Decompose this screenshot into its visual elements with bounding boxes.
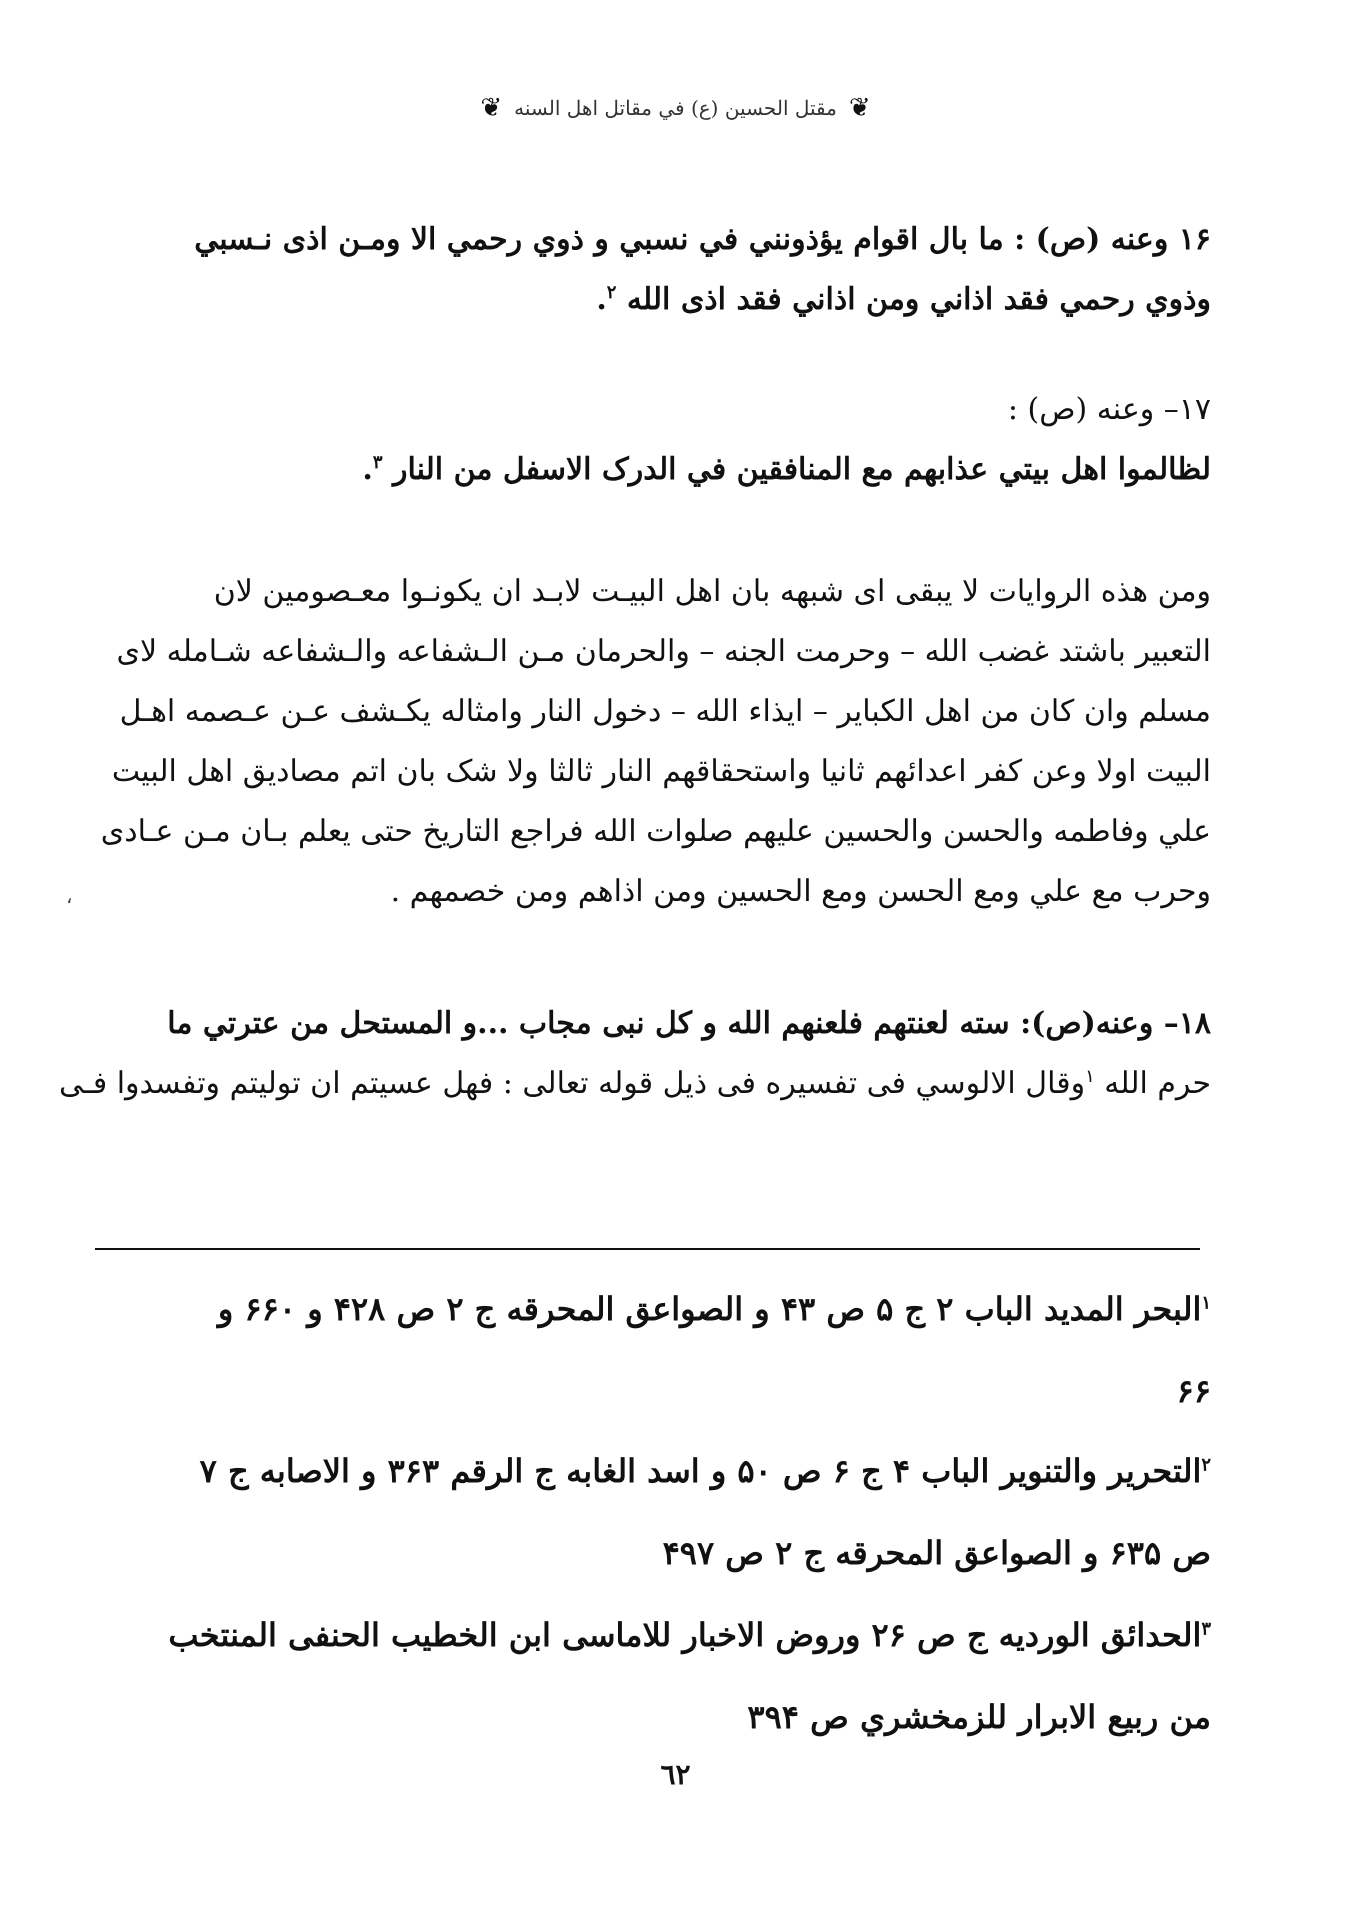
header-title: مقتل الحسين (ع) في مقاتل اهل السنه xyxy=(514,96,837,120)
running-header xyxy=(0,88,1351,128)
footnote-3 xyxy=(168,1594,1211,1758)
footnote-number: ٣ xyxy=(1201,1618,1211,1640)
footnote-2-line-2: ص ۶٣۵ و الصواعق المحرقه ج ٢ ص ۴٩٧ xyxy=(662,1534,1211,1572)
commentary-line-6: وحرب مع علي ومع الحسن ومع الحسين ومن اذاهم ومن خصمهم . xyxy=(390,874,1211,909)
header-ornament-right: ❦ xyxy=(848,93,871,123)
header-ornament-left: ❦ xyxy=(480,93,503,123)
footnote-2 xyxy=(200,1430,1211,1594)
footnote-ref: ٢ xyxy=(606,282,617,303)
footnote-3-line-2: من ربيع الابرار للزمخشري ص ٣٩۴ xyxy=(747,1698,1211,1736)
hadith-16-line-2: وذوي رحمي فقد اذاني ومن اذاني فقد اذى الله $^٢$. xyxy=(596,282,1211,317)
commentary-line-2: التعبير باشتد غضب الله – وحرمت الجنه – والحرمان مـن الـشفاعه والـشفاعه شـامله لاى xyxy=(116,634,1211,669)
footnote-number: ١ xyxy=(1201,1292,1211,1314)
hadith-17-text: لظالموا اهل بيتي عذابهم مع المنافقين في الدرک الاسفل من النار $^٣$. xyxy=(362,452,1211,487)
hadith-17-heading: ١٧– وعنه (ص) : xyxy=(1007,392,1211,427)
footnote-number: ٢ xyxy=(1201,1454,1211,1476)
footnote-divider xyxy=(95,1248,1200,1250)
hadith-17 xyxy=(362,380,1211,500)
commentary-line-5: علي وفاطمه والحسن والحسين عليهم صلوات الله فراجع التاريخ حتى يعلم بـان مـن عـادى xyxy=(100,814,1211,849)
hadith-18 xyxy=(59,994,1211,1114)
footnote-ref: ١ xyxy=(1085,1066,1095,1087)
footnote-3-line-1: $^٣$الحدائق الورديه ج ص ٢۶ وروض الاخبار للاماسى ابن الخطيب الحنفى المنتخب xyxy=(168,1616,1211,1654)
commentary-line-3: مسلم وان كان من اهل الكباير – ايذاء الله – دخول النار وامثاله يكـشف عـن عـصمه اهـل xyxy=(119,694,1211,729)
footnote-1-line-2: ۶۶ xyxy=(1176,1372,1211,1410)
hadith-18-line-2: حرم الله $^١$وقال الالوسي فى تفسيره فى ذيل قوله تعالى : فهل عسيتم ان توليتم وتفسدوا فـى xyxy=(59,1066,1211,1101)
footnote-1-line-1: $^١$البحر المديد الباب ٢ ج ۵ ص ۴٣ و الصواعق المحرقه ج ٢ ص ۴٢٨ و ۶۶٠ و xyxy=(217,1290,1211,1328)
hadith-16-line-1: ١۶ وعنه (ص) : ما بال اقوام يؤذونني في نسبي و ذوي رحمي الا ومـن اذى نـسبي xyxy=(194,222,1211,257)
footnote-ref: ٣ xyxy=(372,452,383,473)
page-number: ٦٢ xyxy=(660,1758,691,1791)
footnote-2-line-1: $^٢$التحرير والتنوير الباب ۴ ج ۶ ص ۵٠ و اسد الغابه ج الرقم ٣۶٣ و الاصابه ج ٧ xyxy=(199,1452,1211,1490)
hadith-16 xyxy=(194,210,1211,330)
commentary-paragraph xyxy=(101,562,1211,922)
stray-mark: ، xyxy=(66,884,73,908)
commentary-line-1: ومن هذه الروايات لا يبقى اى شبهه بان اهل البيـت لابـد ان يكونـوا معـصومين لان xyxy=(213,574,1211,609)
footnote-1 xyxy=(218,1268,1211,1432)
commentary-line-4: البيت اولا وعن كفر اعدائهم ثانيا واستحقاقهم النار ثالثا ولا شک بان اتم مصاديق اهل البيت xyxy=(111,754,1211,789)
hadith-18-line-1: ١٨– وعنه(ص): سته لعنتهم فلعنهم الله و كل نبى مجاب ...و المستحل من عترتي ما xyxy=(167,1006,1211,1041)
